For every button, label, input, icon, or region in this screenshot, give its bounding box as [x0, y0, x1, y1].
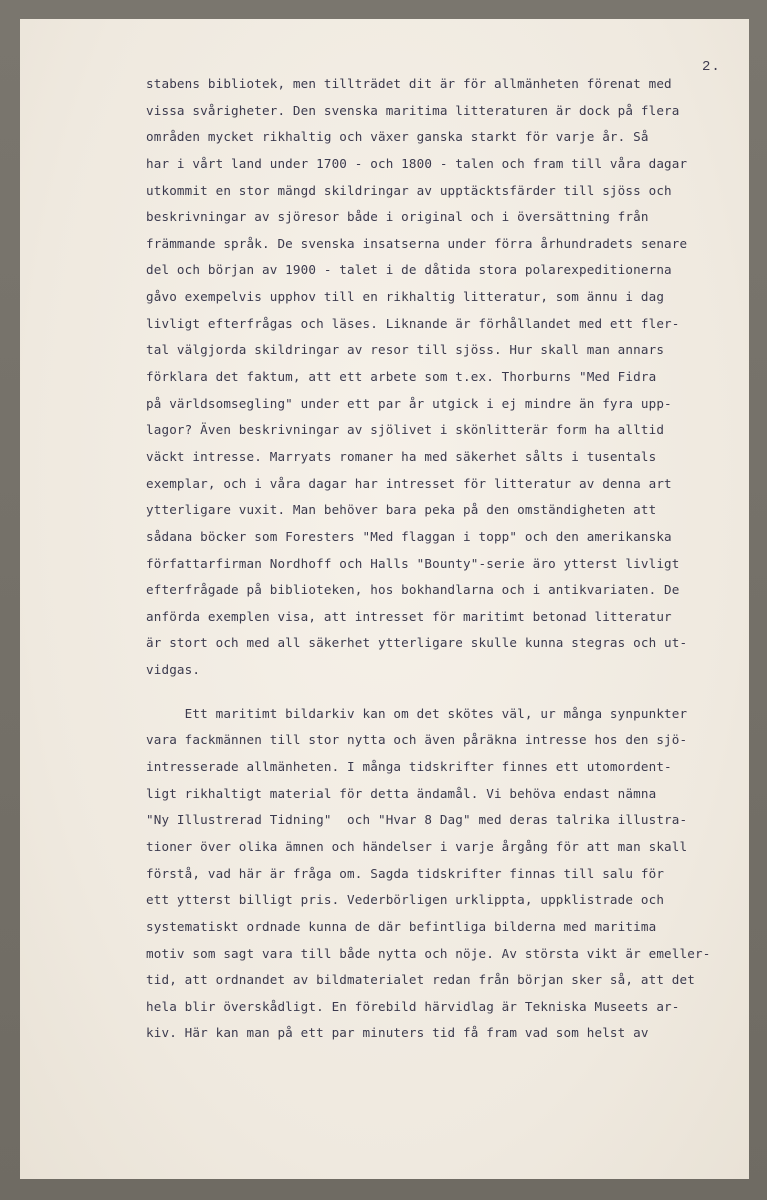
text-line: ett ytterst billigt pris. Vederbörligen urklippta, uppklistrade och — [146, 892, 665, 908]
text-line: gåvo exempelvis upphov till en rikhaltig litteratur, som ännu i dag — [146, 289, 665, 305]
text-line: väckt intresse. Marryats romaner ha med säkerhet sålts i tusentals — [146, 448, 657, 464]
text-line: förstå, vad här är fråga om. Sagda tidskrifter finnas till salu för — [146, 865, 665, 881]
text-line: vidgas. — [146, 662, 201, 678]
text-line: tioner över olika ämnen och händelser i varje årgång för att man skall — [146, 838, 688, 854]
text-line: del och början av 1900 - talet i de dåtida stora polarexpeditionerna — [146, 262, 672, 278]
text-line: kiv. Här kan man på ett par minuters tid få fram vad som helst av — [146, 1025, 649, 1041]
text-line: områden mycket rikhaltig och växer ganska starkt för varje år. Så — [146, 129, 649, 145]
text-line: anförda exemplen visa, att intresset för maritimt betonad litteratur — [146, 608, 672, 624]
text-line: vara fackmännen till stor nytta och även påräkna intresse hos den sjö- — [146, 732, 688, 748]
page-number: 2. — [702, 59, 721, 75]
text-line: ligt rikhaltigt material för detta ändamål. Vi behöva endast nämna — [146, 785, 657, 801]
text-line: "Ny Illustrerad Tidning" och "Hvar 8 Dag" med deras talrika illustra- — [146, 812, 688, 828]
text-line: ytterligare vuxit. Man behöver bara peka på den omständigheten att — [146, 502, 657, 518]
text-line: exemplar, och i våra dagar har intresset för litteratur av denna art — [146, 475, 672, 491]
text-line: motiv som sagt vara till både nytta och nöje. Av största vikt är emeller- — [146, 945, 711, 961]
paragraph-2 — [146, 701, 746, 1047]
text-line: tal välgjorda skildringar av resor till sjöss. Hur skall man annars — [146, 342, 665, 358]
text-line: intresserade allmänheten. I många tidskrifter finnes ett utomordent- — [146, 759, 672, 775]
paragraph-gap — [146, 684, 746, 701]
text-line: Ett maritimt bildarkiv kan om det skötes väl, ur många synpunkter — [146, 705, 688, 721]
text-line: utkommit en stor mängd skildringar av upptäcktsfärder till sjöss och — [146, 182, 672, 198]
text-line: systematiskt ordnade kunna de där befintliga bilderna med maritima — [146, 918, 657, 934]
text-line: är stort och med all säkerhet ytterligare skulle kunna stegras och ut- — [146, 635, 688, 651]
text-line: hela blir överskådligt. En förebild härvidlag är Tekniska Museets ar- — [146, 998, 680, 1014]
paragraph-1 — [146, 71, 746, 684]
text-line: stabens bibliotek, men tillträdet dit är för allmänheten förenat med — [146, 76, 672, 91]
text-line: beskrivningar av sjöresor både i original och i översättning från — [146, 209, 649, 225]
text-line: främmande språk. De svenska insatserna under förra århundradets senare — [146, 235, 688, 251]
text-line: förklara det faktum, att ett arbete som t.ex. Thorburns "Med Fidra — [146, 369, 657, 385]
text-line: lagor? Även beskrivningar av sjölivet i skönlitterär form ha alltid — [146, 422, 665, 438]
text-line: livligt efterfrågas och läses. Liknande är förhållandet med ett fler- — [146, 315, 680, 331]
text-line: på världsomsegling" under ett par år utgick i ej mindre än fyra upp- — [146, 395, 672, 411]
text-line: efterfrågade på biblioteken, hos bokhandlarna och i antikvariaten. De — [146, 582, 680, 598]
typed-text-body — [146, 71, 746, 1047]
text-line: vissa svårigheter. Den svenska maritima litteraturen är dock på flera — [146, 102, 680, 118]
text-line: sådana böcker som Foresters "Med flaggan i topp" och den amerikanska — [146, 528, 672, 544]
text-line: tid, att ordnandet av bildmaterialet redan från början sker så, att det — [146, 972, 695, 988]
text-line: har i vårt land under 1700 - och 1800 - talen och fram till våra dagar — [146, 155, 688, 171]
text-line: författarfirman Nordhoff och Halls "Bounty"-serie äro ytterst livligt — [146, 555, 680, 571]
